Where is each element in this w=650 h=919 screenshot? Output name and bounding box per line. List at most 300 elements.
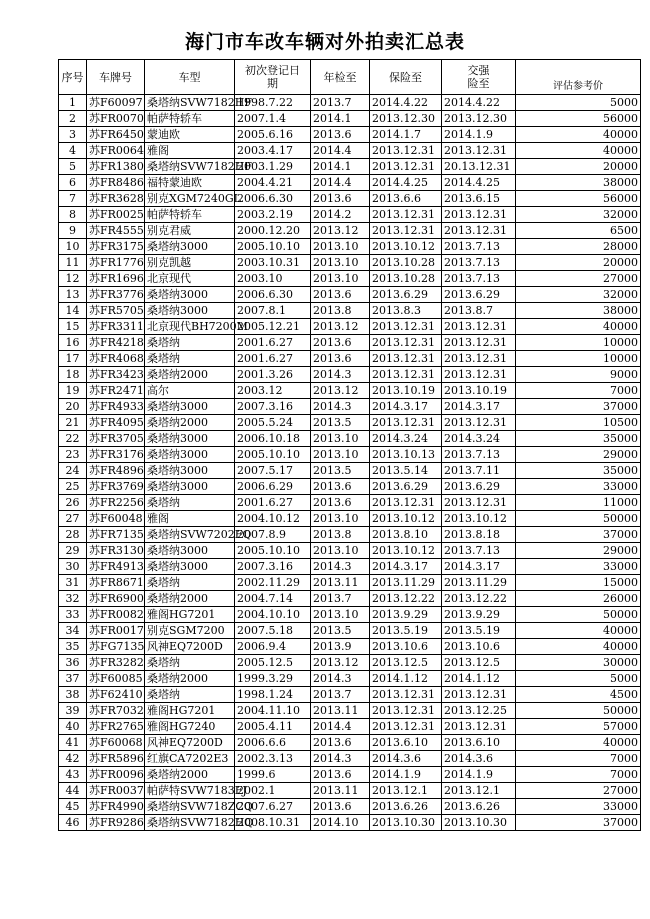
cell-registration-date: 2008.10.31 xyxy=(235,815,311,831)
cell-compulsory-until: 2013.11.29 xyxy=(442,575,516,591)
cell-valuation: 15000 xyxy=(516,575,641,591)
cell-compulsory-until: 2013.12.31 xyxy=(442,335,516,351)
cell-registration-date: 2004.10.12 xyxy=(235,511,311,527)
cell-seq: 45 xyxy=(59,799,87,815)
cell-inspection-until: 2014.10 xyxy=(311,815,370,831)
cell-seq: 41 xyxy=(59,735,87,751)
cell-model: 桑塔纳 xyxy=(145,351,235,367)
cell-plate: 苏FR4068 xyxy=(87,351,145,367)
cell-insurance-until: 2014.4.22 xyxy=(370,95,442,111)
cell-plate: 苏FR0096 xyxy=(87,767,145,783)
cell-inspection-until: 2013.6 xyxy=(311,127,370,143)
cell-valuation: 5000 xyxy=(516,95,641,111)
cell-registration-date: 1999.6 xyxy=(235,767,311,783)
cell-registration-date: 2007.5.17 xyxy=(235,463,311,479)
cell-model: 桑塔纳3000 xyxy=(145,559,235,575)
header-model: 车型 xyxy=(145,60,235,95)
cell-inspection-until: 2014.3 xyxy=(311,751,370,767)
table-row xyxy=(59,367,641,383)
cell-plate: 苏FR6900 xyxy=(87,591,145,607)
cell-valuation: 30000 xyxy=(516,655,641,671)
cell-compulsory-until: 2013.10.6 xyxy=(442,639,516,655)
cell-registration-date: 2001.6.27 xyxy=(235,495,311,511)
cell-seq: 20 xyxy=(59,399,87,415)
cell-seq: 7 xyxy=(59,191,87,207)
cell-insurance-until: 2013.8.10 xyxy=(370,527,442,543)
cell-valuation: 32000 xyxy=(516,287,641,303)
cell-plate: 苏FR3769 xyxy=(87,479,145,495)
table-row xyxy=(59,143,641,159)
cell-compulsory-until: 2013.12.22 xyxy=(442,591,516,607)
cell-seq: 31 xyxy=(59,575,87,591)
cell-model: 桑塔纳 xyxy=(145,655,235,671)
cell-inspection-until: 2013.6 xyxy=(311,767,370,783)
table-row xyxy=(59,527,641,543)
cell-seq: 2 xyxy=(59,111,87,127)
cell-plate: 苏FR4095 xyxy=(87,415,145,431)
cell-valuation: 20000 xyxy=(516,159,641,175)
cell-registration-date: 2006.9.4 xyxy=(235,639,311,655)
cell-plate: 苏FR4555 xyxy=(87,223,145,239)
cell-seq: 21 xyxy=(59,415,87,431)
header-compulsory-line2: 险至 xyxy=(467,77,490,90)
cell-model: 帕萨特轿车 xyxy=(145,207,235,223)
table-row xyxy=(59,319,641,335)
table-row xyxy=(59,271,641,287)
cell-seq: 12 xyxy=(59,271,87,287)
cell-inspection-until: 2013.6 xyxy=(311,479,370,495)
table-row xyxy=(59,255,641,271)
table-body xyxy=(59,95,641,831)
cell-inspection-until: 2013.12 xyxy=(311,319,370,335)
cell-seq: 3 xyxy=(59,127,87,143)
cell-insurance-until: 2013.12.31 xyxy=(370,143,442,159)
cell-inspection-until: 2013.6 xyxy=(311,351,370,367)
header-inspection: 年检至 xyxy=(311,60,370,95)
cell-seq: 6 xyxy=(59,175,87,191)
cell-plate: 苏FR1380 xyxy=(87,159,145,175)
cell-inspection-until: 2013.5 xyxy=(311,463,370,479)
table-header xyxy=(59,60,641,95)
cell-model: 桑塔纳3000 xyxy=(145,303,235,319)
cell-registration-date: 2005.5.24 xyxy=(235,415,311,431)
cell-model: 风神EQ7200D xyxy=(145,735,235,751)
cell-registration-date: 2006.6.6 xyxy=(235,735,311,751)
cell-model: 桑塔纳SVW7182HF xyxy=(145,159,235,175)
cell-inspection-until: 2014.3 xyxy=(311,367,370,383)
table-row xyxy=(59,623,641,639)
cell-seq: 4 xyxy=(59,143,87,159)
cell-compulsory-until: 2013.8.7 xyxy=(442,303,516,319)
cell-valuation: 37000 xyxy=(516,527,641,543)
cell-insurance-until: 2013.11.29 xyxy=(370,575,442,591)
cell-insurance-until: 2013.10.12 xyxy=(370,511,442,527)
cell-seq: 38 xyxy=(59,687,87,703)
cell-valuation: 50000 xyxy=(516,607,641,623)
cell-valuation: 33000 xyxy=(516,799,641,815)
cell-valuation: 20000 xyxy=(516,255,641,271)
table-row xyxy=(59,127,641,143)
cell-registration-date: 2005.6.16 xyxy=(235,127,311,143)
cell-inspection-until: 2014.3 xyxy=(311,559,370,575)
cell-seq: 40 xyxy=(59,719,87,735)
cell-seq: 25 xyxy=(59,479,87,495)
cell-compulsory-until: 2013.6.15 xyxy=(442,191,516,207)
cell-inspection-until: 2013.9 xyxy=(311,639,370,655)
cell-compulsory-until: 2013.12.1 xyxy=(442,783,516,799)
cell-seq: 43 xyxy=(59,767,87,783)
cell-insurance-until: 2013.10.12 xyxy=(370,543,442,559)
table-row xyxy=(59,383,641,399)
header-registration xyxy=(235,60,311,95)
cell-inspection-until: 2014.4 xyxy=(311,719,370,735)
cell-valuation: 29000 xyxy=(516,447,641,463)
cell-plate: 苏F62410 xyxy=(87,687,145,703)
header-valuation: 评估参考价 xyxy=(516,60,641,95)
cell-registration-date: 2002.3.13 xyxy=(235,751,311,767)
cell-insurance-until: 2013.10.28 xyxy=(370,255,442,271)
cell-plate: 苏FR7135 xyxy=(87,527,145,543)
table-row xyxy=(59,751,641,767)
cell-registration-date: 2003.10.31 xyxy=(235,255,311,271)
cell-seq: 13 xyxy=(59,287,87,303)
cell-plate: 苏FR7032 xyxy=(87,703,145,719)
cell-plate: 苏FG7135 xyxy=(87,639,145,655)
cell-valuation: 5000 xyxy=(516,671,641,687)
cell-insurance-until: 2014.1.9 xyxy=(370,767,442,783)
cell-valuation: 7000 xyxy=(516,767,641,783)
cell-seq: 19 xyxy=(59,383,87,399)
cell-valuation: 27000 xyxy=(516,271,641,287)
cell-insurance-until: 2013.12.31 xyxy=(370,495,442,511)
header-row xyxy=(59,60,641,95)
cell-registration-date: 2001.6.27 xyxy=(235,335,311,351)
cell-compulsory-until: 2013.8.18 xyxy=(442,527,516,543)
cell-insurance-until: 2013.12.31 xyxy=(370,159,442,175)
table-row xyxy=(59,639,641,655)
cell-plate: 苏F60097 xyxy=(87,95,145,111)
cell-model: 雅阁 xyxy=(145,511,235,527)
cell-plate: 苏FR3311 xyxy=(87,319,145,335)
header-seq: 序号 xyxy=(59,60,87,95)
cell-model: 蒙迪欧 xyxy=(145,127,235,143)
table-row xyxy=(59,335,641,351)
cell-registration-date: 2003.4.17 xyxy=(235,143,311,159)
cell-inspection-until: 2013.7 xyxy=(311,591,370,607)
cell-model: 桑塔纳2000 xyxy=(145,415,235,431)
table-row xyxy=(59,463,641,479)
cell-plate: 苏FR0017 xyxy=(87,623,145,639)
cell-plate: 苏FR3130 xyxy=(87,543,145,559)
cell-valuation: 50000 xyxy=(516,511,641,527)
cell-plate: 苏FR8671 xyxy=(87,575,145,591)
table-row xyxy=(59,159,641,175)
cell-inspection-until: 2013.11 xyxy=(311,783,370,799)
table-row xyxy=(59,303,641,319)
cell-inspection-until: 2013.6 xyxy=(311,287,370,303)
cell-insurance-until: 2013.10.12 xyxy=(370,239,442,255)
table-row xyxy=(59,479,641,495)
cell-plate: 苏FR6450 xyxy=(87,127,145,143)
cell-compulsory-until: 2013.6.10 xyxy=(442,735,516,751)
cell-plate: 苏FR0037 xyxy=(87,783,145,799)
cell-plate: 苏FR0070 xyxy=(87,111,145,127)
cell-inspection-until: 2013.10 xyxy=(311,239,370,255)
cell-seq: 1 xyxy=(59,95,87,111)
cell-inspection-until: 2014.4 xyxy=(311,143,370,159)
cell-compulsory-until: 2014.3.6 xyxy=(442,751,516,767)
cell-model: 别克SGM7200 xyxy=(145,623,235,639)
cell-model: 别克XGM7240GL xyxy=(145,191,235,207)
cell-valuation: 33000 xyxy=(516,479,641,495)
cell-model: 桑塔纳 xyxy=(145,575,235,591)
cell-insurance-until: 2013.12.31 xyxy=(370,223,442,239)
table-row xyxy=(59,111,641,127)
cell-registration-date: 2007.1.4 xyxy=(235,111,311,127)
cell-compulsory-until: 2014.3.17 xyxy=(442,399,516,415)
cell-model: 桑塔纳3000 xyxy=(145,399,235,415)
table-row xyxy=(59,607,641,623)
table-row xyxy=(59,719,641,735)
cell-registration-date: 1998.7.22 xyxy=(235,95,311,111)
cell-insurance-until: 2013.12.31 xyxy=(370,687,442,703)
table-row xyxy=(59,191,641,207)
cell-insurance-until: 2013.6.10 xyxy=(370,735,442,751)
cell-registration-date: 1999.3.29 xyxy=(235,671,311,687)
cell-registration-date: 2006.10.18 xyxy=(235,431,311,447)
table-row xyxy=(59,399,641,415)
cell-valuation: 50000 xyxy=(516,703,641,719)
cell-registration-date: 2001.6.27 xyxy=(235,351,311,367)
header-registration-line2: 期 xyxy=(267,77,278,90)
cell-valuation: 35000 xyxy=(516,431,641,447)
cell-plate: 苏FR5896 xyxy=(87,751,145,767)
header-plate: 车牌号 xyxy=(87,60,145,95)
cell-compulsory-until: 2013.12.31 xyxy=(442,319,516,335)
cell-registration-date: 2007.6.27 xyxy=(235,799,311,815)
cell-inspection-until: 2013.12 xyxy=(311,655,370,671)
cell-inspection-until: 2013.6 xyxy=(311,735,370,751)
cell-valuation: 37000 xyxy=(516,399,641,415)
table-row xyxy=(59,687,641,703)
cell-plate: 苏FR4990 xyxy=(87,799,145,815)
cell-insurance-until: 2013.12.5 xyxy=(370,655,442,671)
cell-valuation: 40000 xyxy=(516,735,641,751)
table-row xyxy=(59,239,641,255)
cell-model: 桑塔纳3000 xyxy=(145,239,235,255)
cell-model: 桑塔纳3000 xyxy=(145,287,235,303)
cell-inspection-until: 2013.5 xyxy=(311,623,370,639)
cell-valuation: 56000 xyxy=(516,191,641,207)
cell-inspection-until: 2013.11 xyxy=(311,703,370,719)
cell-seq: 18 xyxy=(59,367,87,383)
cell-compulsory-until: 2013.12.31 xyxy=(442,367,516,383)
cell-registration-date: 2003.12 xyxy=(235,383,311,399)
table-row xyxy=(59,415,641,431)
cell-plate: 苏FR1696 xyxy=(87,271,145,287)
cell-inspection-until: 2013.12 xyxy=(311,383,370,399)
cell-compulsory-until: 2014.4.22 xyxy=(442,95,516,111)
cell-compulsory-until: 2013.7.11 xyxy=(442,463,516,479)
cell-compulsory-until: 2013.10.19 xyxy=(442,383,516,399)
cell-registration-date: 2007.8.1 xyxy=(235,303,311,319)
cell-plate: 苏FR3705 xyxy=(87,431,145,447)
cell-compulsory-until: 2013.6.26 xyxy=(442,799,516,815)
cell-compulsory-until: 2013.12.31 xyxy=(442,143,516,159)
cell-plate: 苏FR4913 xyxy=(87,559,145,575)
cell-plate: 苏FR0064 xyxy=(87,143,145,159)
table-row xyxy=(59,591,641,607)
cell-registration-date: 2007.3.16 xyxy=(235,399,311,415)
cell-valuation: 9000 xyxy=(516,367,641,383)
document-title: 海门市车改车辆对外拍卖汇总表 xyxy=(184,31,465,53)
cell-registration-date: 2007.8.9 xyxy=(235,527,311,543)
cell-insurance-until: 2013.9.29 xyxy=(370,607,442,623)
cell-insurance-until: 2013.12.31 xyxy=(370,335,442,351)
table-row xyxy=(59,543,641,559)
cell-insurance-until: 2013.12.30 xyxy=(370,111,442,127)
cell-model: 桑塔纳SVW7182HF xyxy=(145,95,235,111)
cell-registration-date: 2005.10.10 xyxy=(235,239,311,255)
cell-insurance-until: 2014.3.6 xyxy=(370,751,442,767)
cell-insurance-until: 2013.12.31 xyxy=(370,319,442,335)
cell-inspection-until: 2013.7 xyxy=(311,95,370,111)
cell-model: 风神EQ7200D xyxy=(145,639,235,655)
cell-plate: 苏FR2256 xyxy=(87,495,145,511)
table-row xyxy=(59,815,641,831)
cell-seq: 10 xyxy=(59,239,87,255)
cell-model: 桑塔纳SVW718ZCQ xyxy=(145,799,235,815)
cell-plate: 苏FR4933 xyxy=(87,399,145,415)
cell-insurance-until: 2013.6.29 xyxy=(370,287,442,303)
cell-registration-date: 2004.7.14 xyxy=(235,591,311,607)
cell-inspection-until: 2013.10 xyxy=(311,255,370,271)
cell-insurance-until: 2013.12.22 xyxy=(370,591,442,607)
cell-valuation: 40000 xyxy=(516,623,641,639)
cell-insurance-until: 2013.6.6 xyxy=(370,191,442,207)
header-compulsory-insurance xyxy=(442,60,516,95)
cell-inspection-until: 2013.10 xyxy=(311,431,370,447)
cell-seq: 30 xyxy=(59,559,87,575)
cell-insurance-until: 2013.8.3 xyxy=(370,303,442,319)
cell-inspection-until: 2014.2 xyxy=(311,207,370,223)
cell-valuation: 56000 xyxy=(516,111,641,127)
cell-model: 别克凯越 xyxy=(145,255,235,271)
cell-seq: 22 xyxy=(59,431,87,447)
cell-insurance-until: 2014.1.12 xyxy=(370,671,442,687)
cell-valuation: 28000 xyxy=(516,239,641,255)
cell-compulsory-until: 2013.12.31 xyxy=(442,495,516,511)
cell-insurance-until: 2013.12.31 xyxy=(370,703,442,719)
cell-registration-date: 1998.1.24 xyxy=(235,687,311,703)
cell-seq: 14 xyxy=(59,303,87,319)
table-row xyxy=(59,655,641,671)
cell-insurance-until: 2013.12.31 xyxy=(370,351,442,367)
header-registration-line1: 初次登记日 xyxy=(245,64,300,77)
cell-seq: 42 xyxy=(59,751,87,767)
table-row xyxy=(59,575,641,591)
cell-inspection-until: 2013.6 xyxy=(311,335,370,351)
auction-summary-table xyxy=(58,59,641,831)
cell-plate: 苏FR3776 xyxy=(87,287,145,303)
table-row xyxy=(59,511,641,527)
table-row xyxy=(59,703,641,719)
cell-insurance-until: 2013.10.6 xyxy=(370,639,442,655)
cell-plate: 苏FR3175 xyxy=(87,239,145,255)
table-row xyxy=(59,783,641,799)
cell-compulsory-until: 2013.12.31 xyxy=(442,687,516,703)
cell-plate: 苏FR1776 xyxy=(87,255,145,271)
cell-plate: 苏FR4218 xyxy=(87,335,145,351)
cell-insurance-until: 2014.4.25 xyxy=(370,175,442,191)
cell-seq: 17 xyxy=(59,351,87,367)
cell-valuation: 10000 xyxy=(516,351,641,367)
cell-inspection-until: 2013.12 xyxy=(311,223,370,239)
cell-valuation: 11000 xyxy=(516,495,641,511)
cell-compulsory-until: 2013.7.13 xyxy=(442,447,516,463)
cell-seq: 44 xyxy=(59,783,87,799)
cell-registration-date: 2004.10.10 xyxy=(235,607,311,623)
cell-valuation: 38000 xyxy=(516,303,641,319)
header-insurance: 保险至 xyxy=(370,60,442,95)
cell-registration-date: 2000.12.20 xyxy=(235,223,311,239)
cell-inspection-until: 2013.7 xyxy=(311,687,370,703)
cell-model: 桑塔纳 xyxy=(145,335,235,351)
cell-inspection-until: 2013.6 xyxy=(311,191,370,207)
cell-inspection-until: 2013.6 xyxy=(311,495,370,511)
cell-model: 桑塔纳3000 xyxy=(145,431,235,447)
table-row xyxy=(59,767,641,783)
cell-inspection-until: 2014.4 xyxy=(311,175,370,191)
cell-insurance-until: 2013.6.26 xyxy=(370,799,442,815)
table-row xyxy=(59,175,641,191)
cell-valuation: 38000 xyxy=(516,175,641,191)
cell-compulsory-until: 2013.9.29 xyxy=(442,607,516,623)
cell-inspection-until: 2014.3 xyxy=(311,399,370,415)
cell-compulsory-until: 2014.3.17 xyxy=(442,559,516,575)
cell-seq: 24 xyxy=(59,463,87,479)
cell-compulsory-until: 2013.12.31 xyxy=(442,719,516,735)
cell-model: 桑塔纳3000 xyxy=(145,479,235,495)
cell-compulsory-until: 2013.7.13 xyxy=(442,255,516,271)
cell-seq: 26 xyxy=(59,495,87,511)
cell-registration-date: 2003.1.29 xyxy=(235,159,311,175)
cell-valuation: 40000 xyxy=(516,639,641,655)
cell-seq: 23 xyxy=(59,447,87,463)
cell-plate: 苏FR4896 xyxy=(87,463,145,479)
cell-inspection-until: 2013.10 xyxy=(311,607,370,623)
cell-compulsory-until: 2013.6.29 xyxy=(442,287,516,303)
cell-seq: 29 xyxy=(59,543,87,559)
cell-insurance-until: 2013.12.31 xyxy=(370,719,442,735)
cell-compulsory-until: 2013.7.13 xyxy=(442,239,516,255)
cell-plate: 苏FR3628 xyxy=(87,191,145,207)
cell-registration-date: 2005.4.11 xyxy=(235,719,311,735)
cell-registration-date: 2005.10.10 xyxy=(235,447,311,463)
cell-plate: 苏F60048 xyxy=(87,511,145,527)
cell-insurance-until: 2014.3.24 xyxy=(370,431,442,447)
cell-registration-date: 2002.11.29 xyxy=(235,575,311,591)
cell-insurance-until: 2013.10.30 xyxy=(370,815,442,831)
cell-model: 桑塔纳3000 xyxy=(145,447,235,463)
table-row xyxy=(59,495,641,511)
cell-inspection-until: 2014.1 xyxy=(311,159,370,175)
cell-registration-date: 2002.1 xyxy=(235,783,311,799)
cell-valuation: 10000 xyxy=(516,335,641,351)
cell-insurance-until: 2013.10.13 xyxy=(370,447,442,463)
cell-compulsory-until: 2013.10.12 xyxy=(442,511,516,527)
cell-compulsory-until: 2013.7.13 xyxy=(442,543,516,559)
